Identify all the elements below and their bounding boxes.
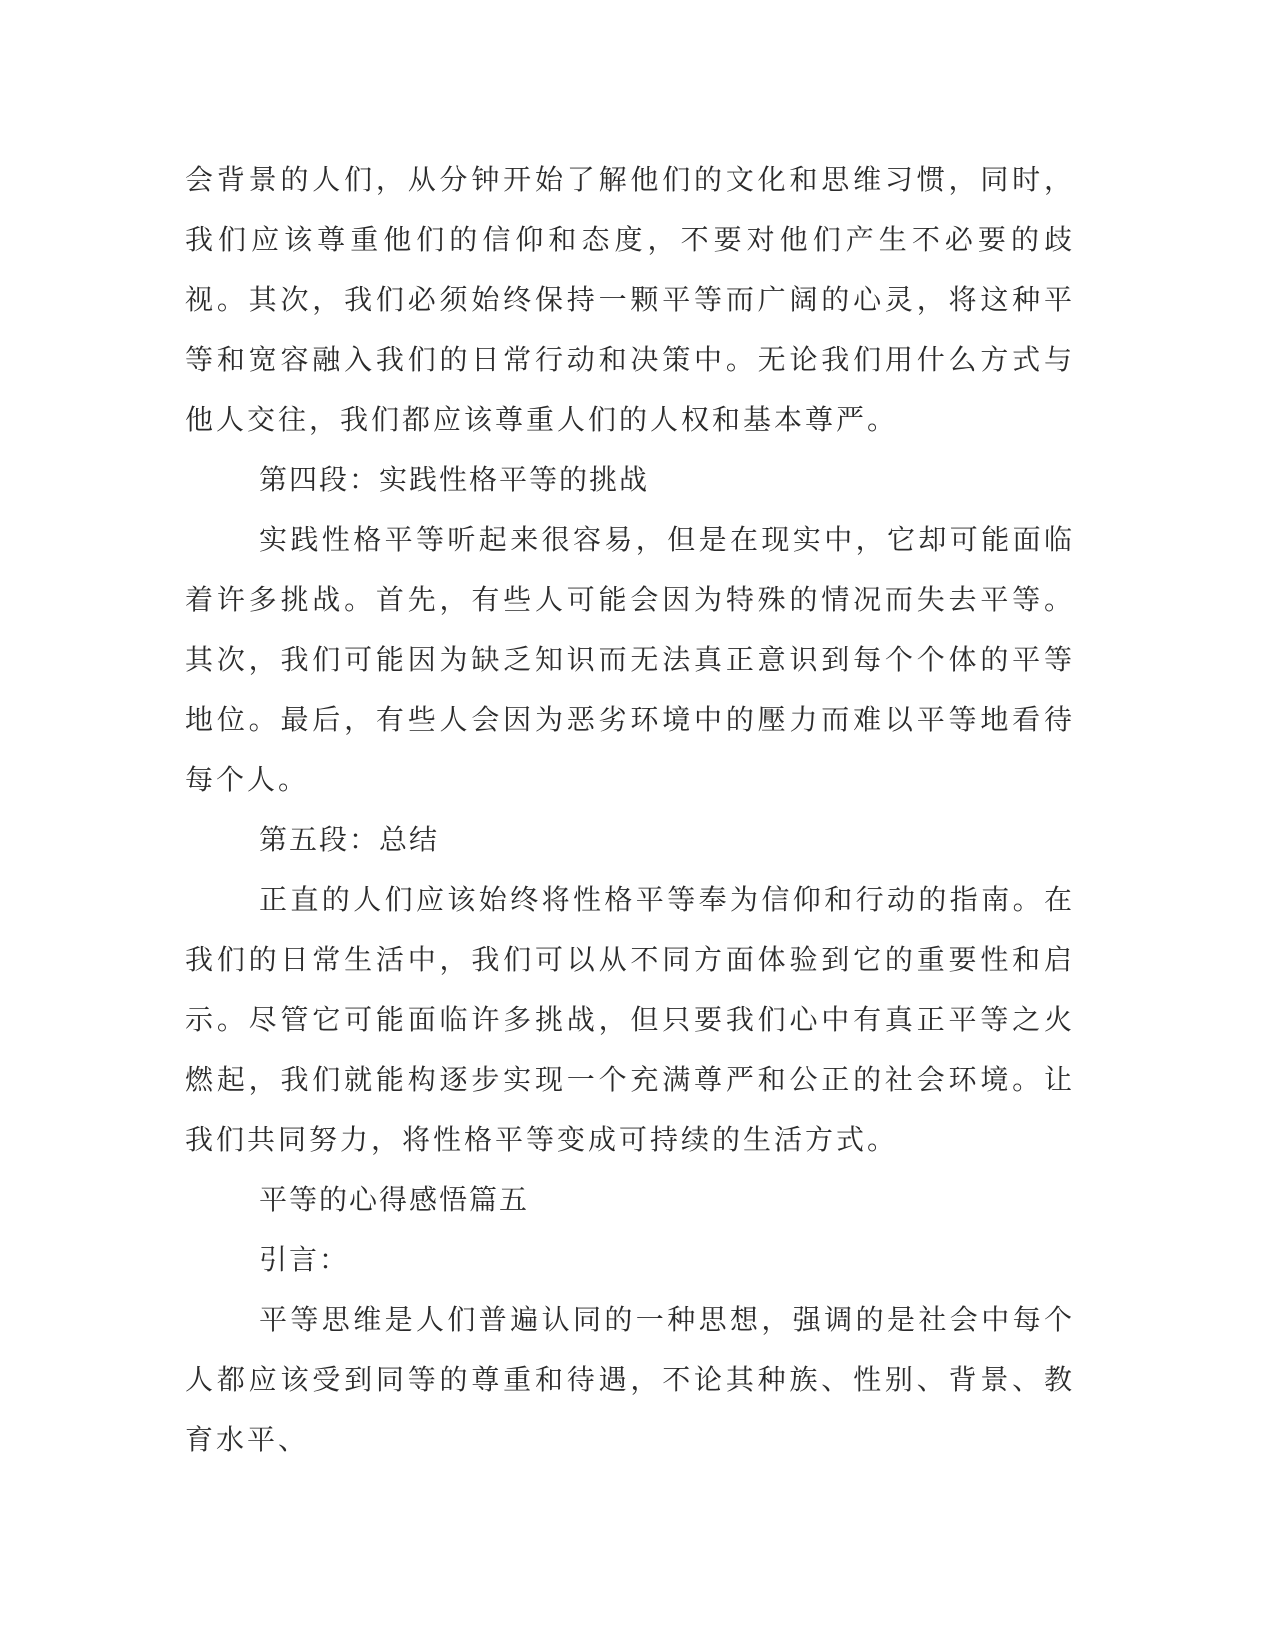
paragraph-section-5: 正直的人们应该始终将性格平等奉为信仰和行动的指南。在我们的日常生活中，我们可以从不同方面体验到它的重要性和启示。尽管它可能面临许多挑战，但只要我们心中有真正平等之火燃起，我们就能构逐步实现一个充满尊严和公正的社会环境。让我们共同努力，将性格平等变成可持续的生活方式。: [185, 883, 1075, 1156]
paragraph-continued: 会背景的人们，从分钟开始了解他们的文化和思维习惯，同时，我们应该尊重他们的信仰和态度，不要对他们产生不必要的歧视。其次，我们必须始终保持一颗平等而广阔的心灵，将这种平等和宽容融入我们的日常行动和决策中。无论我们用什么方式与他人交往，我们都应该尊重人们的人权和基本尊严。: [185, 163, 1075, 436]
paragraph-section-4: 实践性格平等听起来很容易，但是在现实中，它却可能面临着许多挑战。首先，有些人可能会因为特殊的情况而失去平等。其次，我们可能因为缺乏知识而无法真正意识到每个个体的平等地位。最后，有些人会因为恶劣环境中的壓力而难以平等地看待每个人。: [185, 523, 1075, 796]
article-title: 平等的心得感悟篇五: [259, 1183, 530, 1216]
section-heading-4: 第四段：实践性格平等的挑战: [259, 463, 650, 496]
paragraph-intro: 平等思维是人们普遍认同的一种思想，强调的是社会中每个人都应该受到同等的尊重和待遇，不论其种族、性别、背景、教育水平、: [185, 1303, 1075, 1456]
intro-heading: 引言：: [259, 1243, 350, 1276]
document-body: [185, 150, 1075, 1470]
section-heading-5: 第五段：总结: [259, 823, 440, 856]
